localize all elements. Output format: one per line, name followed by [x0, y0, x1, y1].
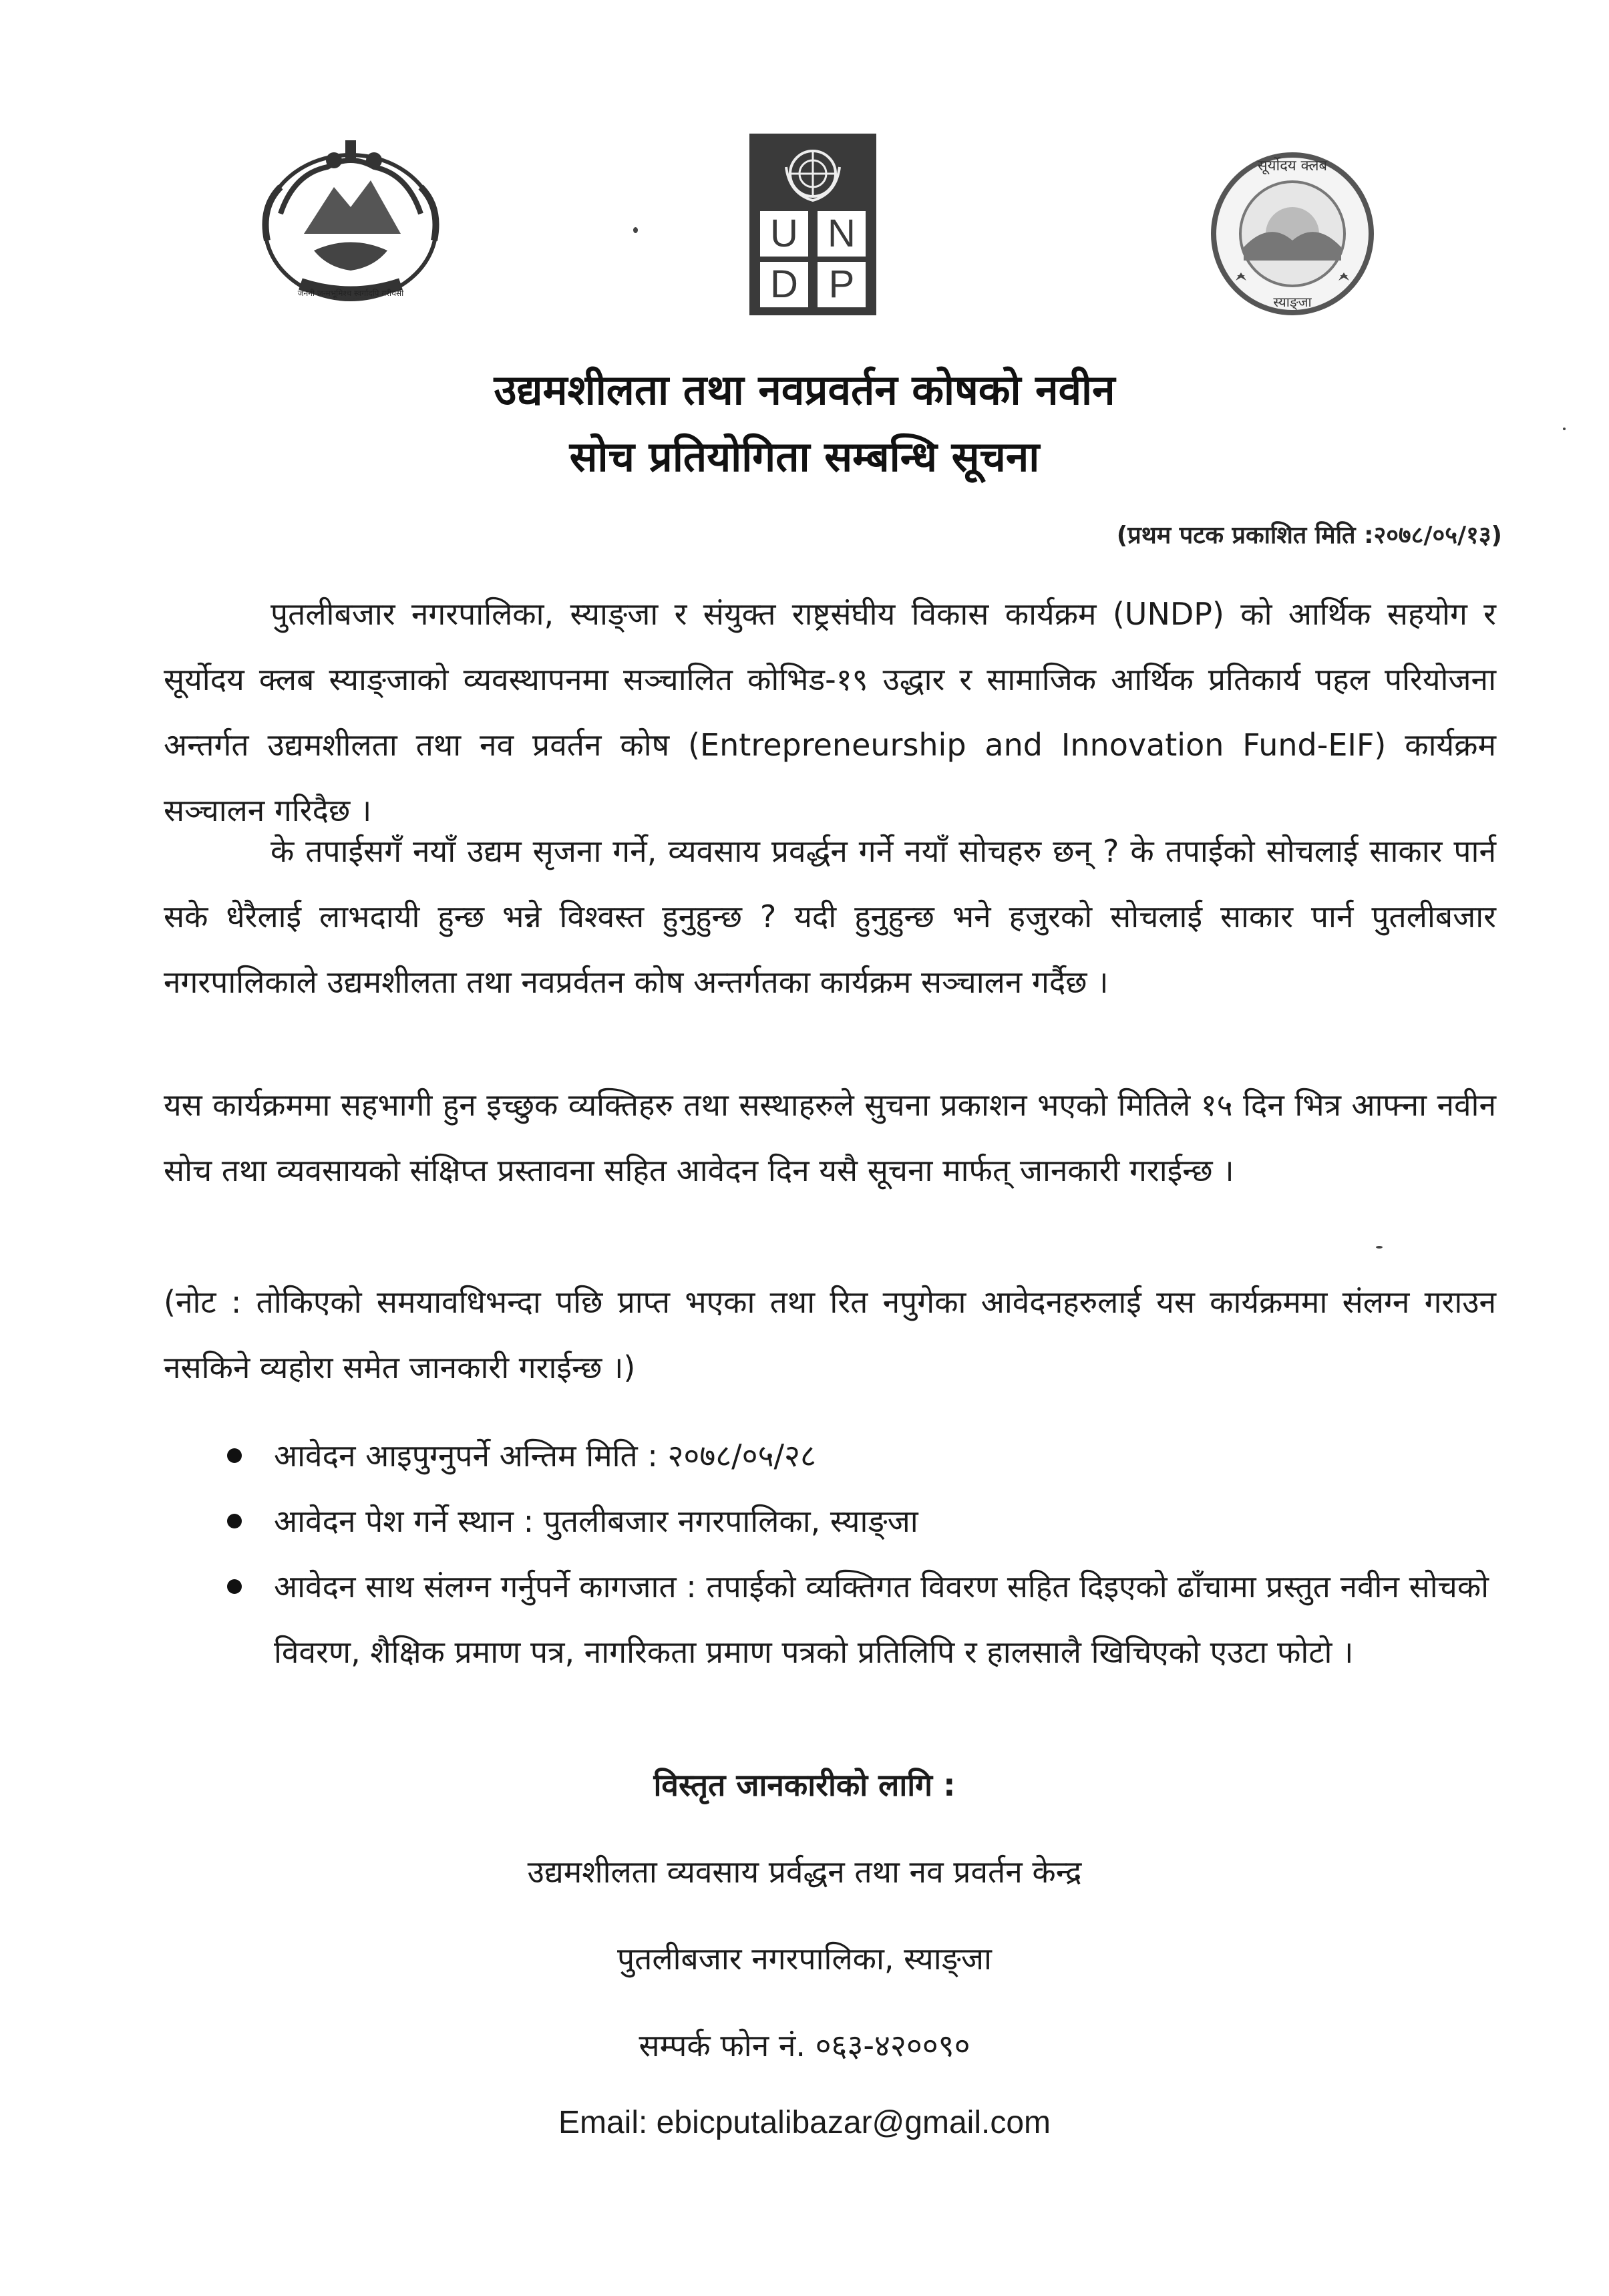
- undp-letter-d: D: [760, 262, 808, 307]
- paragraph-application: यस कार्यक्रममा सहभागी हुन इच्छुक व्यक्तिहरु तथा सस्थाहरुले सुचना प्रकाशन भएको मितिले १५ दिन भित्र आफ्ना नवीन सोच तथा व्यवसायको संक्षिप्त प्रस्तावना सहित आवेदन दिन यसै सूचना मार्फत् जानकारी गराईन्छ ।: [164, 1087, 1496, 1188]
- bullet-dot-icon: [227, 1514, 242, 1528]
- list-item-deadline: [227, 1423, 1496, 1488]
- contact-organization: उद्यमशीलता व्यवसाय प्रर्वद्धन तथा नव प्रवर्तन केन्द्र: [527, 1854, 1082, 1890]
- undp-letter-p: P: [818, 262, 866, 307]
- list-item-documents: [227, 1554, 1496, 1685]
- publication-date: (प्रथम पटक प्रकाशित मिति :२०७८/०५/१३): [1116, 522, 1502, 549]
- undp-letter-n: N: [818, 211, 866, 257]
- page-title-line-1: उद्यमशीलता तथा नवप्रवर्तन कोषको नवीन: [494, 365, 1115, 414]
- contact-municipality: पुतलीबजार नगरपालिका, स्याङ्जा: [617, 1941, 992, 1977]
- contact-phone: सम्पर्क फोन नं. ०६३-४२००९०: [639, 2027, 970, 2064]
- undp-logo-icon: [749, 134, 876, 315]
- scan-speck: [1376, 1246, 1383, 1249]
- scan-speck: [1563, 428, 1566, 430]
- emblem-caption: जननी जन्मभूमिश्च स्वर्गादपि गरीयसी: [297, 289, 404, 298]
- location-text: आवेदन पेश गर्ने स्थान : पुतलीबजार नगरपालिका, स्याङ्जा: [274, 1503, 918, 1539]
- paragraph-intro: पुतलीबजार नगरपालिका, स्याङ्जा र संयुक्त राष्ट्रसंघीय विकास कार्यक्रम (UNDP) को आर्थिक सहयोग र सूर्योदय क्लब स्याङ्जाको व्यवस्थापनमा सञ्चालित कोभिड-१९ उद्धार र सामाजिक आर्थिक प्रतिकार्य पहल परियोजना अन्तर्गत उद्यमशीलता तथा नव प्रवर्तन कोष (Entrepreneurship and Innovation Fund-EIF) कार्यक्रम सञ्चालन गरिदैछ ।: [164, 596, 1496, 828]
- scan-speck: [633, 227, 638, 233]
- list-item-location: [227, 1488, 1496, 1554]
- un-globe-icon: [749, 134, 876, 207]
- nepal-government-emblem-icon: [240, 134, 461, 307]
- deadline-text: आवेदन आइपुग्नुपर्ने अन्तिम मिति : २०७८/०५/२८: [274, 1438, 816, 1474]
- bullet-dot-icon: [227, 1448, 242, 1463]
- paragraph-note: (नोट : तोकिएको समयावधिभन्दा पछि प्राप्त भएका तथा रित नपुगेका आवेदनहरुलाई यस कार्यक्रममा संलग्न गराउन नसकिने व्यहोरा समेत जानकारी गराईन्छ ।): [164, 1284, 1496, 1385]
- bullet-dot-icon: [227, 1579, 242, 1594]
- application-details-list: [227, 1423, 1496, 1685]
- club-logo-bottom-text: स्याङ्जा: [1273, 294, 1312, 310]
- club-logo-top-text: सूर्योदय क्लब: [1257, 158, 1328, 174]
- documents-text: आवेदन साथ संलग्न गर्नुपर्ने कागजात : तपाईको व्यक्तिगत विवरण सहित दिइएको ढाँचामा प्रस्तुत नवीन सोचको विवरण, शैक्षिक प्रमाण पत्र, नागरिकता प्रमाण पत्रको प्रतिलिपि र हालसालै खिचिएको एउटा फोटो ।: [274, 1569, 1489, 1670]
- contact-heading: विस्तृत जानकारीको लागि :: [653, 1767, 956, 1803]
- page-title-line-2: सोच प्रतियोगिता सम्बन्धि सूचना: [569, 432, 1040, 481]
- undp-letter-u: U: [760, 211, 808, 257]
- paragraph-questions: के तपाईसगँ नयाँ उद्यम सृजना गर्ने, व्यवसाय प्रवर्द्धन गर्ने नयाँ सोचहरु छन् ? के तपाईको सोचलाई साकार पार्न सके धेरैलाई लाभदायी हुन्छ भन्ने विश्वस्त हुनुहुन्छ ? यदी हुनुहुन्छ भने हजुरको सोचलाई साकार पार्न पुतलीबजार नगरपालिकाले उद्यमशीलता तथा नवप्रर्वतन कोष अन्तर्गतका कार्यक्रम सञ्चालन गर्दैछ ।: [164, 833, 1496, 1000]
- contact-email: Email: ebicputalibazar@gmail.com: [558, 2105, 1051, 2140]
